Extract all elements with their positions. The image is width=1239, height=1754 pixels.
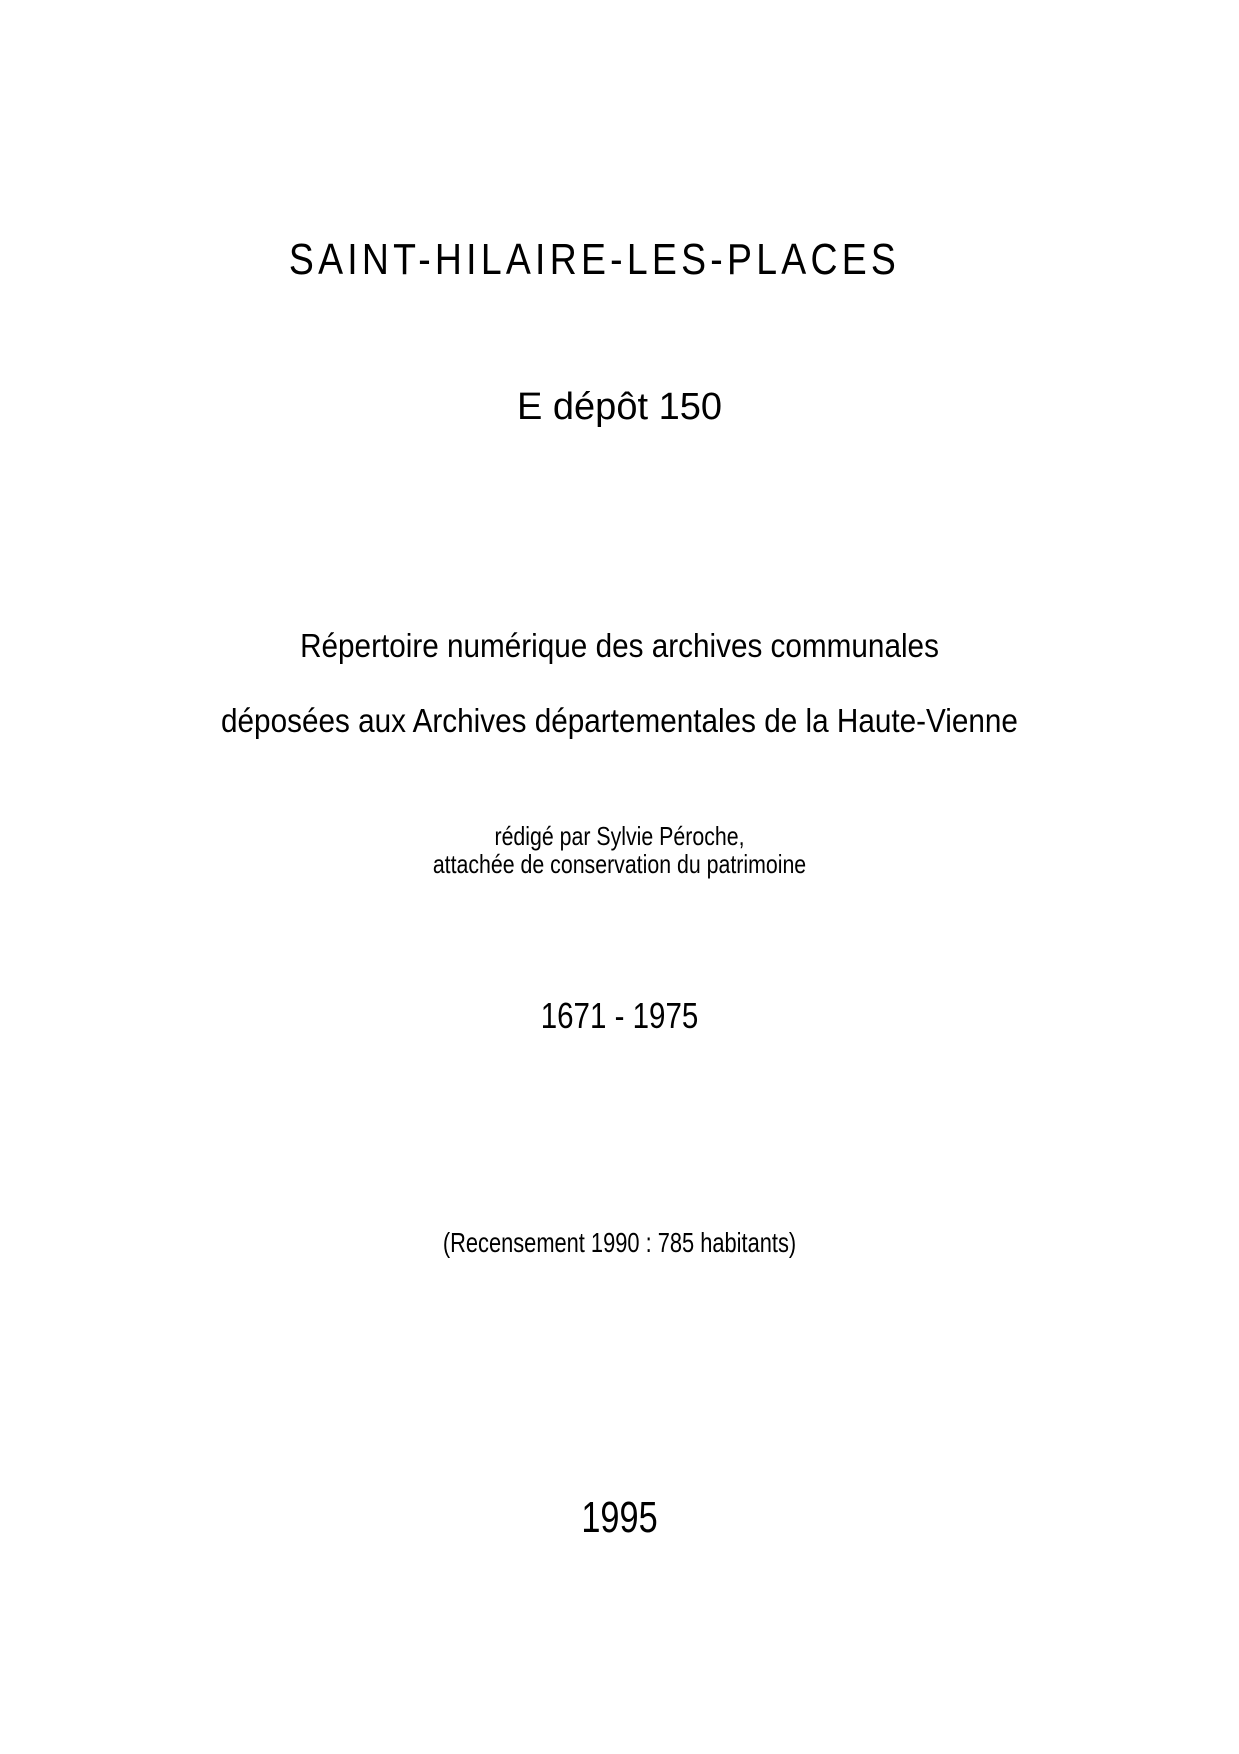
subtitle-line-1: Répertoire numérique des archives communales	[300, 627, 939, 664]
author-credit-line-1: rédigé par Sylvie Péroche,	[494, 821, 745, 851]
subtitle-line-2: déposées aux Archives départementales de la Haute-Vienne	[221, 702, 1018, 739]
archive-reference: E dépôt 150	[517, 386, 722, 428]
author-credit-line-2: attachée de conservation du patrimoine	[432, 849, 807, 879]
publication-year: 1995	[581, 1493, 658, 1542]
census-note: (Recensement 1990 : 785 habitants)	[442, 1227, 797, 1258]
date-range: 1671 - 1975	[540, 995, 699, 1036]
page-title: SAINT-HILAIRE-LES-PLACES	[288, 235, 901, 284]
